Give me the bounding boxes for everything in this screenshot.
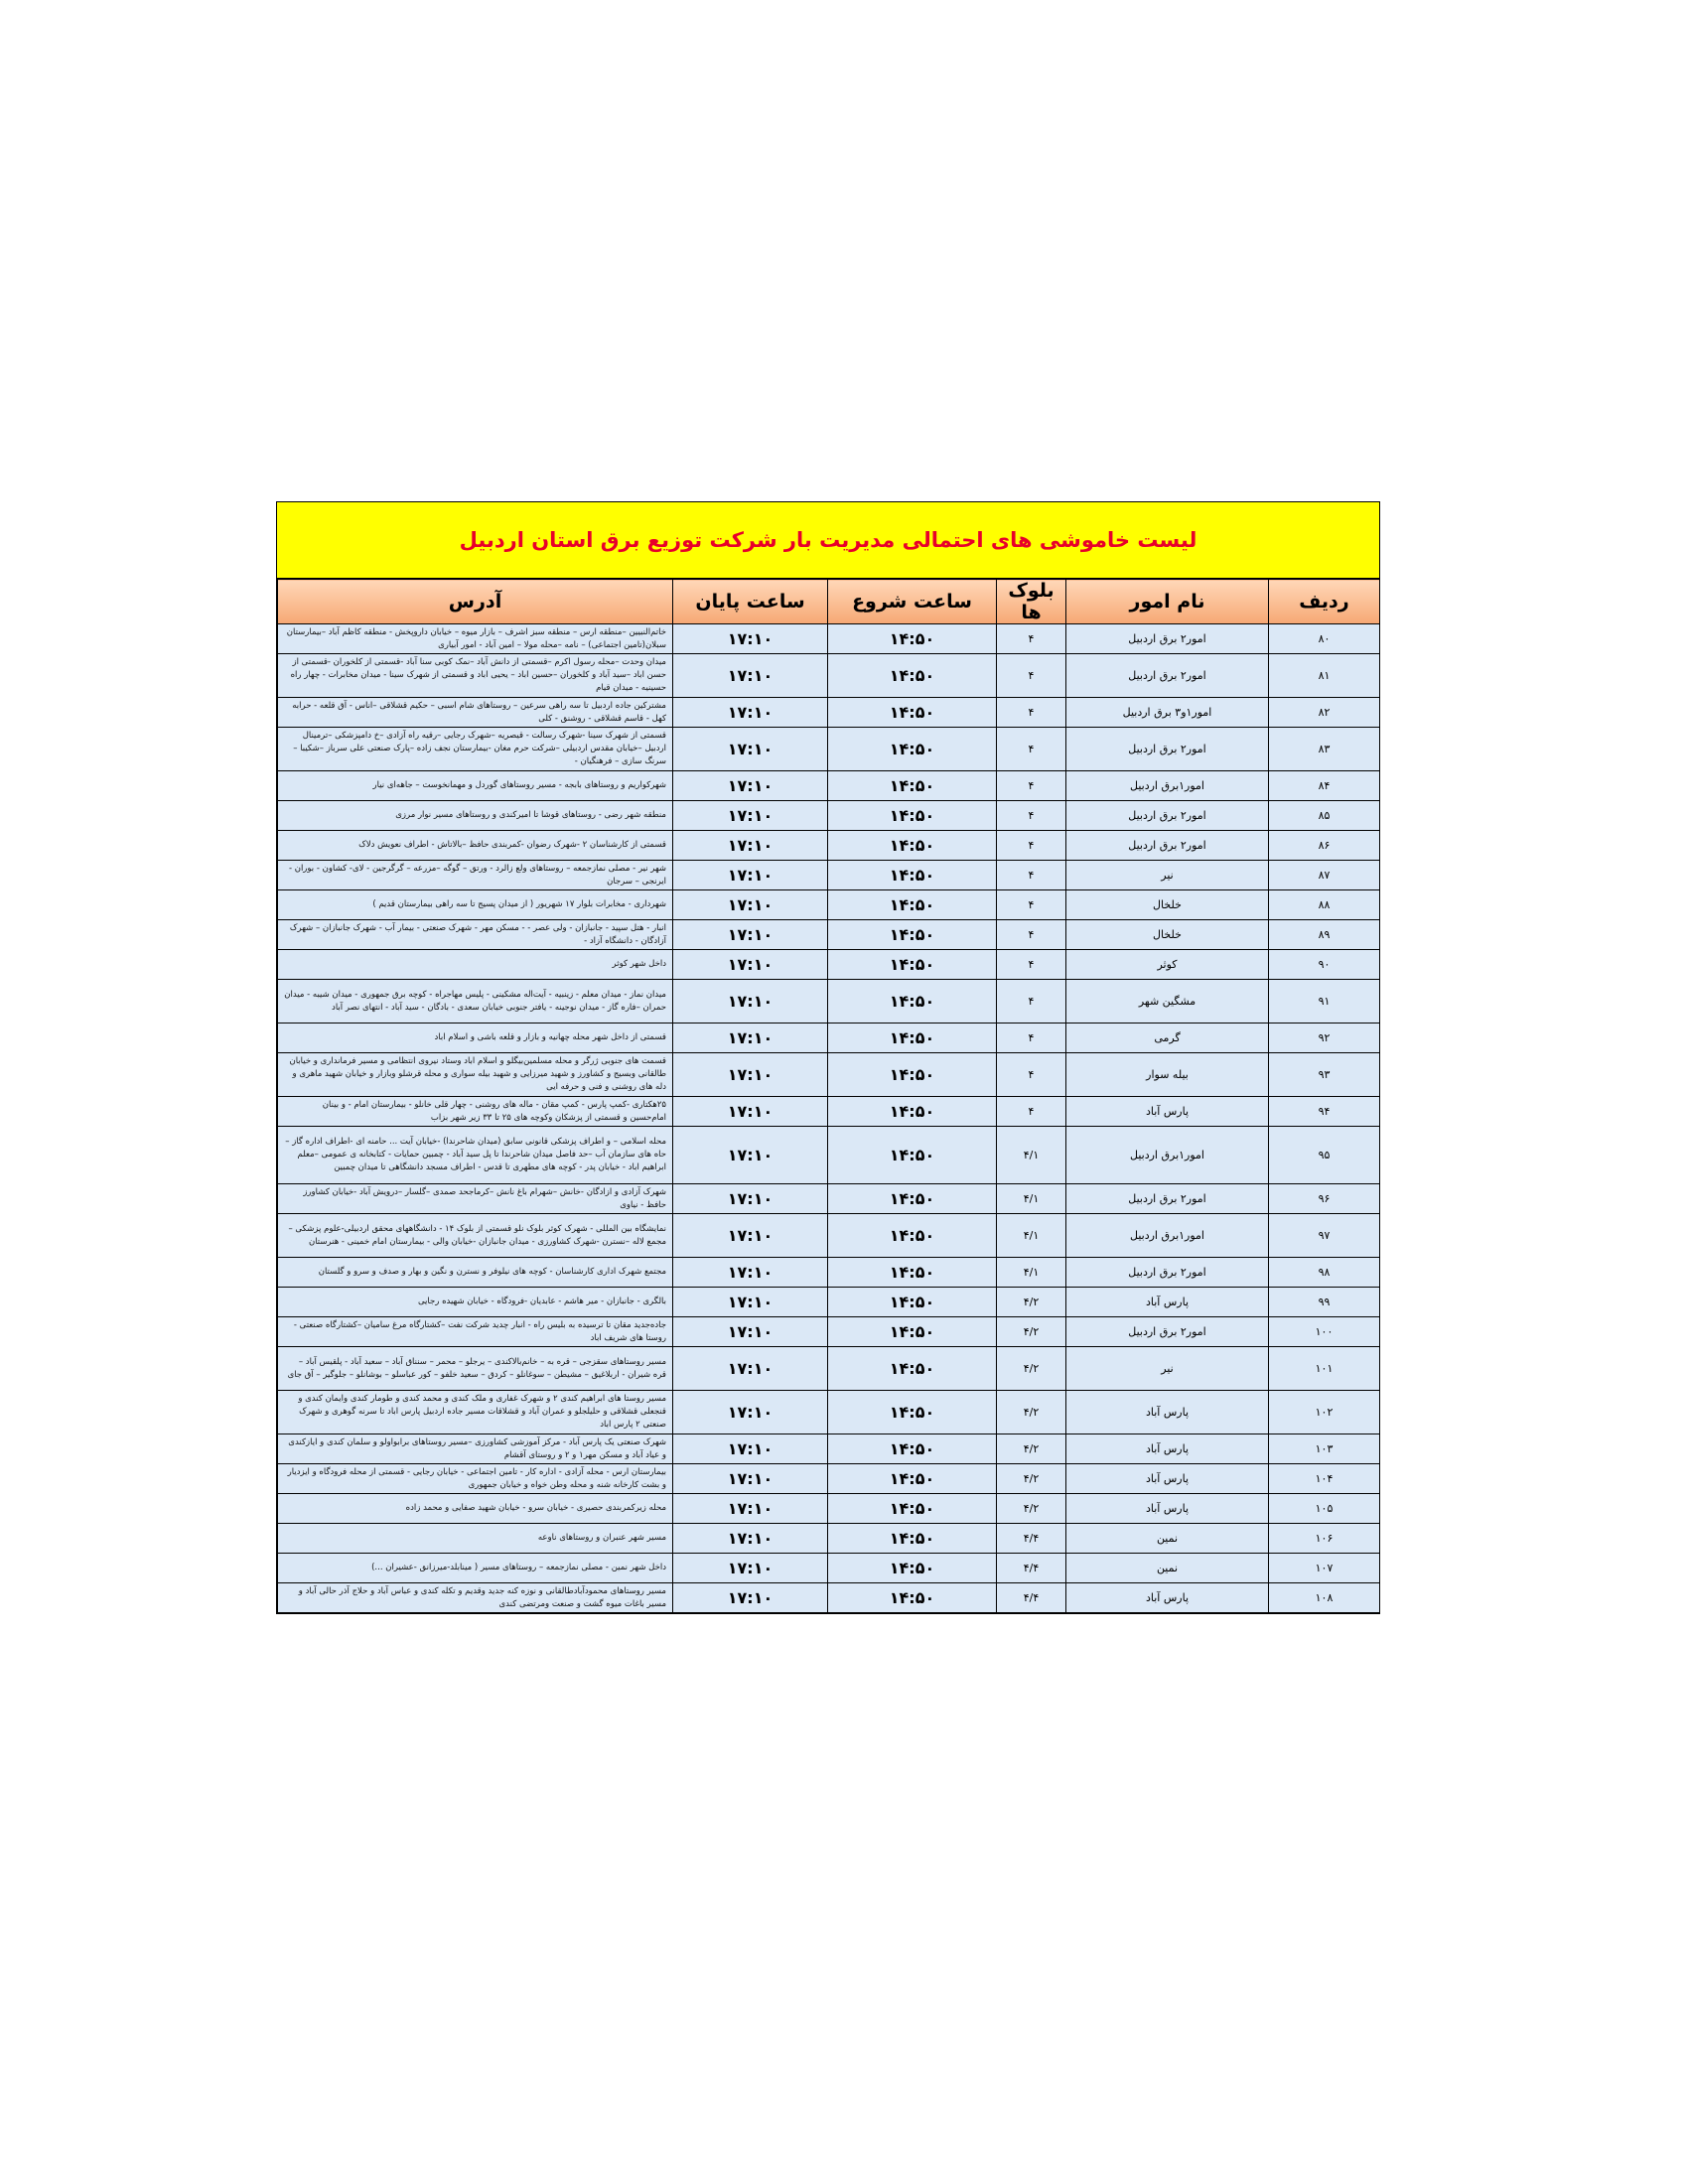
end-time-cell: ۱۷:۱۰ [673,861,828,890]
table-title: لیست خاموشی های احتمالی مدیریت بار شرکت توزیع برق استان اردبیل [277,502,1379,579]
table-row [278,1127,1380,1184]
end-time-cell: ۱۷:۱۰ [673,1214,828,1258]
start-time-cell: ۱۴:۵۰ [828,1258,997,1288]
address-cell: شهر نیر - مصلی نمازجمعه – روستاهای ولع زالرد - ورتق – گوگه –مزرعه – گرگرجین - لای- کشاون - بوران - ایرنجی – سرجان [278,861,673,890]
area-name-cell: گرمی [1066,1024,1269,1053]
start-time-cell: ۱۴:۵۰ [828,1127,997,1184]
address-cell: مسیر شهر عنبران و روستاهای ناوعه [278,1524,673,1554]
address-cell: نمایشگاه بین المللی - شهرک کوثر بلوک نلو قسمتی از بلوک ۱۴ - دانشگاههای محقق اردبیلی-علوم پزشکی –مجمع لاله –نسترن -شهرک کشاورزی - میدان جانبازان -خیابان والی - بیمارستان امام خمینی - هنرستان [278,1214,673,1258]
address-cell: داخل شهر نمین - مصلی نمازجمعه – روستاهای مسیر ( مینابلد-میرزانق -عشیران ...) [278,1554,673,1583]
end-time-cell: ۱۷:۱۰ [673,1024,828,1053]
blocks-cell: ۴ [997,831,1066,861]
area-name-cell: امور۲ برق اردبیل [1066,728,1269,771]
end-time-cell: ۱۷:۱۰ [673,1391,828,1434]
area-name-cell: امور۱برق اردبیل [1066,771,1269,801]
start-time-cell: ۱۴:۵۰ [828,980,997,1024]
row-number-cell: ۹۱ [1269,980,1380,1024]
blocks-cell: ۴/۱ [997,1258,1066,1288]
blocks-cell: ۴ [997,771,1066,801]
row-number-cell: ۹۰ [1269,950,1380,980]
header-area-name: نام امور [1066,580,1269,624]
row-number-cell: ۹۲ [1269,1024,1380,1053]
address-cell: خاتم‌النبیین –منطقه ارس – منطقه سبز اشرف – بازار میوه – خیابان داروپخش - منطقه کاظم آباد –بیمارستان سبلان(تامین اجتماعی) – نامه –محله مولا – امین آباد - امور آبیاری [278,624,673,654]
row-number-cell: ۸۲ [1269,698,1380,728]
table-row [278,1024,1380,1053]
area-name-cell: نیر [1066,1347,1269,1391]
end-time-cell: ۱۷:۱۰ [673,920,828,950]
row-number-cell: ۱۰۸ [1269,1583,1380,1613]
table-row [278,980,1380,1024]
table-row [278,1391,1380,1434]
address-cell: ۲۵هکتاری -کمپ پارس - کمپ مقان - ماله های روشنی - چهار قلی خانلو - بیمارستان امام - و بینان امام‌حسین و قسمتی از پزشکان وکوچه های ۲۵ تا ۳۳ زیر شهر بزاب [278,1097,673,1127]
row-number-cell: ۱۰۵ [1269,1494,1380,1524]
table-row [278,1258,1380,1288]
end-time-cell: ۱۷:۱۰ [673,771,828,801]
end-time-cell: ۱۷:۱۰ [673,728,828,771]
area-name-cell: امور۲ برق اردبیل [1066,654,1269,698]
end-time-cell: ۱۷:۱۰ [673,1258,828,1288]
address-cell: قسمتی از شهرک سینا -شهرک رسالت - قیصریه –شهرک رجایی –رقیه راه آزادی –خ دامپزشکی –ترمینال اردبیل –خیابان مقدس اردبیلی –شرکت حرم مغان -بیمارستان نجف زاده –پارک صنعتی علی سرباز –شکیبا –سرنگ سازی – فرهنگیان - [278,728,673,771]
start-time-cell: ۱۴:۵۰ [828,1494,997,1524]
area-name-cell: کوثر [1066,950,1269,980]
address-cell: انبار - هتل سپید - جانبازان - ولی عصر - - مسکن مهر - شهرک صنعتی - بیمار آب - شهرک جانبازان – شهرک آزادگان - دانشگاه آزاد - [278,920,673,950]
area-name-cell: نمین [1066,1524,1269,1554]
start-time-cell: ۱۴:۵۰ [828,1391,997,1434]
start-time-cell: ۱۴:۵۰ [828,1214,997,1258]
blocks-cell: ۴/۴ [997,1554,1066,1583]
row-number-cell: ۹۹ [1269,1288,1380,1317]
end-time-cell: ۱۷:۱۰ [673,1583,828,1613]
start-time-cell: ۱۴:۵۰ [828,1317,997,1347]
end-time-cell: ۱۷:۱۰ [673,950,828,980]
header-blocks: بلوک ها [997,580,1066,624]
end-time-cell: ۱۷:۱۰ [673,1494,828,1524]
row-number-cell: ۹۴ [1269,1097,1380,1127]
start-time-cell: ۱۴:۵۰ [828,920,997,950]
table-row [278,654,1380,698]
address-cell: منطقه شهر رضی - روستاهای قوشا تا امیرکندی و روستاهای مسیر نوار مرزی [278,801,673,831]
area-name-cell: امور۱و۳ برق اردبیل [1066,698,1269,728]
blocks-cell: ۴/۲ [997,1391,1066,1434]
header-row-number: ردیف [1269,580,1380,624]
end-time-cell: ۱۷:۱۰ [673,890,828,920]
address-cell: بیمارستان ارس - محله آزادی - اداره کار - تامین اجتماعی - خیابان رجایی - قسمتی از محله فرودگاه و ایزدیار و بشت کارخانه شنه و محله وطن خواه و خیابان جمهوری [278,1464,673,1494]
address-cell: مسیر روستاهای سقزجی – قره به – خانم‌بالاکندی – یرجلو – محمر – سنناق آباد – سعید آباد - پلقیس آباد – قره شیران - اربلاغیق – مشیطن – سوغانلو – کردق – سعید خلفو – کور عباسلو – بوشانلو – جلوگیر – آق‌ جای [278,1347,673,1391]
blocks-cell: ۴ [997,950,1066,980]
end-time-cell: ۱۷:۱۰ [673,1097,828,1127]
table-row [278,1288,1380,1317]
blocks-cell: ۴/۱ [997,1184,1066,1214]
blocks-cell: ۴ [997,1053,1066,1097]
area-name-cell: پارس آباد [1066,1391,1269,1434]
area-name-cell: نمین [1066,1554,1269,1583]
row-number-cell: ۸۵ [1269,801,1380,831]
address-cell: محله زیرکمربندی حصیری - خیابان سرو - خیابان شهید صفایی و محمد زاده [278,1494,673,1524]
blocks-cell: ۴/۲ [997,1347,1066,1391]
area-name-cell: امور۲ برق اردبیل [1066,801,1269,831]
header-end-time: ساعت پایان [673,580,828,624]
address-cell: جاده‌جدید مقان تا ترسیده به بلیس راه - انبار چدید شرکت نفت –کشتارگاه مرغ سامیان –کشتارگاه صنعتی - روستا های شریف اباد [278,1317,673,1347]
start-time-cell: ۱۴:۵۰ [828,728,997,771]
area-name-cell: امور۱برق اردبیل [1066,1127,1269,1184]
start-time-cell: ۱۴:۵۰ [828,801,997,831]
row-number-cell: ۱۰۱ [1269,1347,1380,1391]
area-name-cell: پارس آباد [1066,1097,1269,1127]
table-row [278,950,1380,980]
table-row [278,624,1380,654]
row-number-cell: ۸۰ [1269,624,1380,654]
end-time-cell: ۱۷:۱۰ [673,1524,828,1554]
blocks-cell: ۴ [997,698,1066,728]
blocks-cell: ۴ [997,861,1066,890]
row-number-cell: ۸۹ [1269,920,1380,950]
blocks-cell: ۴/۲ [997,1434,1066,1464]
address-cell: میدان وحدت –محله رسول اکرم –قسمتی از دانش آباد –نمک کوبی سنا آباد -قسمتی از کلخوران -قسمتی از حسن اباد –سید آباد و کلخوران –حسین اباد – یحیی اباد و قسمتی از شهرک سینا - میدان مخابرات - چهار راه حسینیه - میدان قیام [278,654,673,698]
blocks-cell: ۴ [997,728,1066,771]
area-name-cell: خلخال [1066,890,1269,920]
blocks-cell: ۴ [997,1024,1066,1053]
area-name-cell: مشگین شهر [1066,980,1269,1024]
table-row [278,771,1380,801]
end-time-cell: ۱۷:۱۰ [673,1317,828,1347]
start-time-cell: ۱۴:۵۰ [828,1434,997,1464]
end-time-cell: ۱۷:۱۰ [673,1184,828,1214]
area-name-cell: بیله سوار [1066,1053,1269,1097]
area-name-cell: خلخال [1066,920,1269,950]
end-time-cell: ۱۷:۱۰ [673,1053,828,1097]
table-row [278,1347,1380,1391]
address-cell: شهرک صنعتی یک پارس آباد - مرکز آموزشی کشاورزی –مسیر روستاهای برابواولو و سلمان کندی و ایازکندی و عیاد آباد و مسکن مهر۱ و ۲ و روستای آقشام [278,1434,673,1464]
blocks-cell: ۴/۴ [997,1583,1066,1613]
blocks-cell: ۴ [997,801,1066,831]
end-time-cell: ۱۷:۱۰ [673,1554,828,1583]
area-name-cell: نیر [1066,861,1269,890]
blocks-cell: ۴/۲ [997,1317,1066,1347]
end-time-cell: ۱۷:۱۰ [673,831,828,861]
area-name-cell: امور۲ برق اردبیل [1066,831,1269,861]
address-cell: محله اسلامی – و اطراف پزشکی قانونی سابق (میدان شاحرندا) -خیابان آیت ... حامنه ای -اطراف اداره گاز –حاه های سازمان آب –حد فاصل میدان شاحرندا تا پل سید آباد - چمبین حمایات - کتابخانه ی عمومی –معلم ابراهیم اباد - خیابان پدر - کوچه های مطهری تا قدس - اطراف مسجد دانشگاهی تا میدان چمبین [278,1127,673,1184]
area-name-cell: امور۱برق اردبیل [1066,1214,1269,1258]
table-row [278,1184,1380,1214]
start-time-cell: ۱۴:۵۰ [828,890,997,920]
area-name-cell: پارس آباد [1066,1464,1269,1494]
table-row [278,698,1380,728]
end-time-cell: ۱۷:۱۰ [673,698,828,728]
blocks-cell: ۴ [997,920,1066,950]
table-row [278,801,1380,831]
address-cell: مسیر روستا های ابراهیم کندی ۲ و شهرک غفاری و ملک کندی و محمد کندی و طومار کندی وایمان کندی و قنجعلی قشلاقی و حلیلجلو و عمران آباد و قشلاقات مسیر جاده اردبیل پارس اباد تا سرنه گوهری و شهرک صنعتی ۲ پارس اباد [278,1391,673,1434]
start-time-cell: ۱۴:۵۰ [828,1024,997,1053]
blocks-cell: ۴ [997,980,1066,1024]
outage-table [277,579,1380,1613]
area-name-cell: پارس آباد [1066,1583,1269,1613]
blocks-cell: ۴/۲ [997,1288,1066,1317]
start-time-cell: ۱۴:۵۰ [828,1097,997,1127]
header-start-time: ساعت شروع [828,580,997,624]
end-time-cell: ۱۷:۱۰ [673,1347,828,1391]
table-row [278,1464,1380,1494]
row-number-cell: ۱۰۴ [1269,1464,1380,1494]
blocks-cell: ۴ [997,624,1066,654]
row-number-cell: ۸۱ [1269,654,1380,698]
address-cell: شهرداری - مخابرات بلوار ۱۷ شهریور ( از میدان پسیج تا سه راهی بیمارستان قدیم ) [278,890,673,920]
row-number-cell: ۸۴ [1269,771,1380,801]
start-time-cell: ۱۴:۵۰ [828,950,997,980]
address-cell: داخل شهر کوثر [278,950,673,980]
row-number-cell: ۸۶ [1269,831,1380,861]
address-cell: قسمتی از داخل شهر محله چهانیه و بازار و قلعه باشی و اسلام اباد [278,1024,673,1053]
end-time-cell: ۱۷:۱۰ [673,624,828,654]
address-cell: مسیر روستاهای محمودآباد‌طالقانی و نوزه کنه جدید وقدیم و تکله کندی و عباس آباد و حلاج آذر حالی آباد و مسیر باغات میوه گشت و صنعت ومرتضی کندی [278,1583,673,1613]
table-row [278,728,1380,771]
start-time-cell: ۱۴:۵۰ [828,861,997,890]
start-time-cell: ۱۴:۵۰ [828,1583,997,1613]
row-number-cell: ۱۰۳ [1269,1434,1380,1464]
table-row [278,1053,1380,1097]
table-row [278,1554,1380,1583]
blocks-cell: ۴/۲ [997,1464,1066,1494]
end-time-cell: ۱۷:۱۰ [673,1464,828,1494]
start-time-cell: ۱۴:۵۰ [828,1464,997,1494]
area-name-cell: امور۲ برق اردبیل [1066,624,1269,654]
address-cell: قسمت های جنوبی ژرگر و محله مسلمین‌بیگلو و اسلام اباد وستاد نیروی انتظامی و مسیر فرمانداری و خیابان طالقانی وبسیج و کشاورز و شهید میرزایی و شهید بیله سواری و محله قرشلو وبازار و خیابان شهید ماهری و دله های روشنی و فنی و حرفه ایی [278,1053,673,1097]
start-time-cell: ۱۴:۵۰ [828,624,997,654]
blocks-cell: ۴/۲ [997,1494,1066,1524]
row-number-cell: ۱۰۰ [1269,1317,1380,1347]
end-time-cell: ۱۷:۱۰ [673,1127,828,1184]
row-number-cell: ۹۸ [1269,1258,1380,1288]
blocks-cell: ۴/۱ [997,1214,1066,1258]
area-name-cell: امور۲ برق اردبیل [1066,1184,1269,1214]
table-row [278,1583,1380,1613]
blocks-cell: ۴ [997,654,1066,698]
start-time-cell: ۱۴:۵۰ [828,831,997,861]
area-name-cell: پارس آباد [1066,1434,1269,1464]
start-time-cell: ۱۴:۵۰ [828,654,997,698]
row-number-cell: ۸۳ [1269,728,1380,771]
end-time-cell: ۱۷:۱۰ [673,980,828,1024]
start-time-cell: ۱۴:۵۰ [828,771,997,801]
end-time-cell: ۱۷:۱۰ [673,801,828,831]
row-number-cell: ۹۶ [1269,1184,1380,1214]
blocks-cell: ۴ [997,1097,1066,1127]
start-time-cell: ۱۴:۵۰ [828,698,997,728]
area-name-cell: امور۲ برق اردبیل [1066,1317,1269,1347]
table-row [278,1214,1380,1258]
table-row [278,1097,1380,1127]
table-row [278,920,1380,950]
table-row [278,861,1380,890]
address-cell: شهرکواریم و روستاهای بابجه - مسیر روستاهای گوردل و مهمانخوست – جاهه‌ای نیار [278,771,673,801]
row-number-cell: ۱۰۶ [1269,1524,1380,1554]
end-time-cell: ۱۷:۱۰ [673,1434,828,1464]
address-cell: مجتمع شهرک اداری کارشناسان - کوچه های نیلوفر و نسترن و نگین و بهار و صدف و سرو و گلستان [278,1258,673,1288]
table-row [278,1494,1380,1524]
start-time-cell: ۱۴:۵۰ [828,1053,997,1097]
area-name-cell: پارس آباد [1066,1288,1269,1317]
row-number-cell: ۸۷ [1269,861,1380,890]
address-cell: قسمتی از کارشناسان ۲ -شهرک رضوان -کمربندی حافظ –بالاتاش - اطراف نعویش دلاک [278,831,673,861]
start-time-cell: ۱۴:۵۰ [828,1347,997,1391]
blocks-cell: ۴ [997,890,1066,920]
address-cell: بالگری - جانبازان - میر هاشم - عابدیان -فرودگاه - خیابان شهیده رجایی [278,1288,673,1317]
address-cell: مشترکین جاده اردبیل تا سه راهی سرعین – روستاهای شام اسبی – حکیم قشلاقی –اناس - آق قلعه - حرابه کهل - قاسم قشلاقی - روشنق - کلی [278,698,673,728]
row-number-cell: ۱۰۲ [1269,1391,1380,1434]
header-row [278,580,1380,624]
address-cell: شهرک آزادی و ازادگان -خانش –شهرام باغ نانش –کرماجحد صمدی –گلسار –درویش آباد -خیابان کشاورز حافظ - نیاوی [278,1184,673,1214]
address-cell: میدان نماز - میدان معلم - زینبیه - آیت‌اله مشکینی - پلیس مهاجراه - کوچه برق جمهوری - میدان شیبه - میدان حمران –فاره گاز - میدان نوجینه - یافتر جنوبی خیابان سعدی - بادگان - سید آباد - انتهای نصر آباد [278,980,673,1024]
table-row [278,831,1380,861]
start-time-cell: ۱۴:۵۰ [828,1288,997,1317]
table-row [278,1524,1380,1554]
blocks-cell: ۴/۱ [997,1127,1066,1184]
area-name-cell: امور۲ برق اردبیل [1066,1258,1269,1288]
row-number-cell: ۹۳ [1269,1053,1380,1097]
end-time-cell: ۱۷:۱۰ [673,1288,828,1317]
outage-table-container [276,501,1380,1614]
start-time-cell: ۱۴:۵۰ [828,1184,997,1214]
row-number-cell: ۸۸ [1269,890,1380,920]
table-row [278,1434,1380,1464]
end-time-cell: ۱۷:۱۰ [673,654,828,698]
start-time-cell: ۱۴:۵۰ [828,1524,997,1554]
row-number-cell: ۱۰۷ [1269,1554,1380,1583]
start-time-cell: ۱۴:۵۰ [828,1554,997,1583]
row-number-cell: ۹۷ [1269,1214,1380,1258]
table-row [278,890,1380,920]
table-row [278,1317,1380,1347]
area-name-cell: پارس آباد [1066,1494,1269,1524]
blocks-cell: ۴/۴ [997,1524,1066,1554]
row-number-cell: ۹۵ [1269,1127,1380,1184]
header-address: آدرس [278,580,673,624]
